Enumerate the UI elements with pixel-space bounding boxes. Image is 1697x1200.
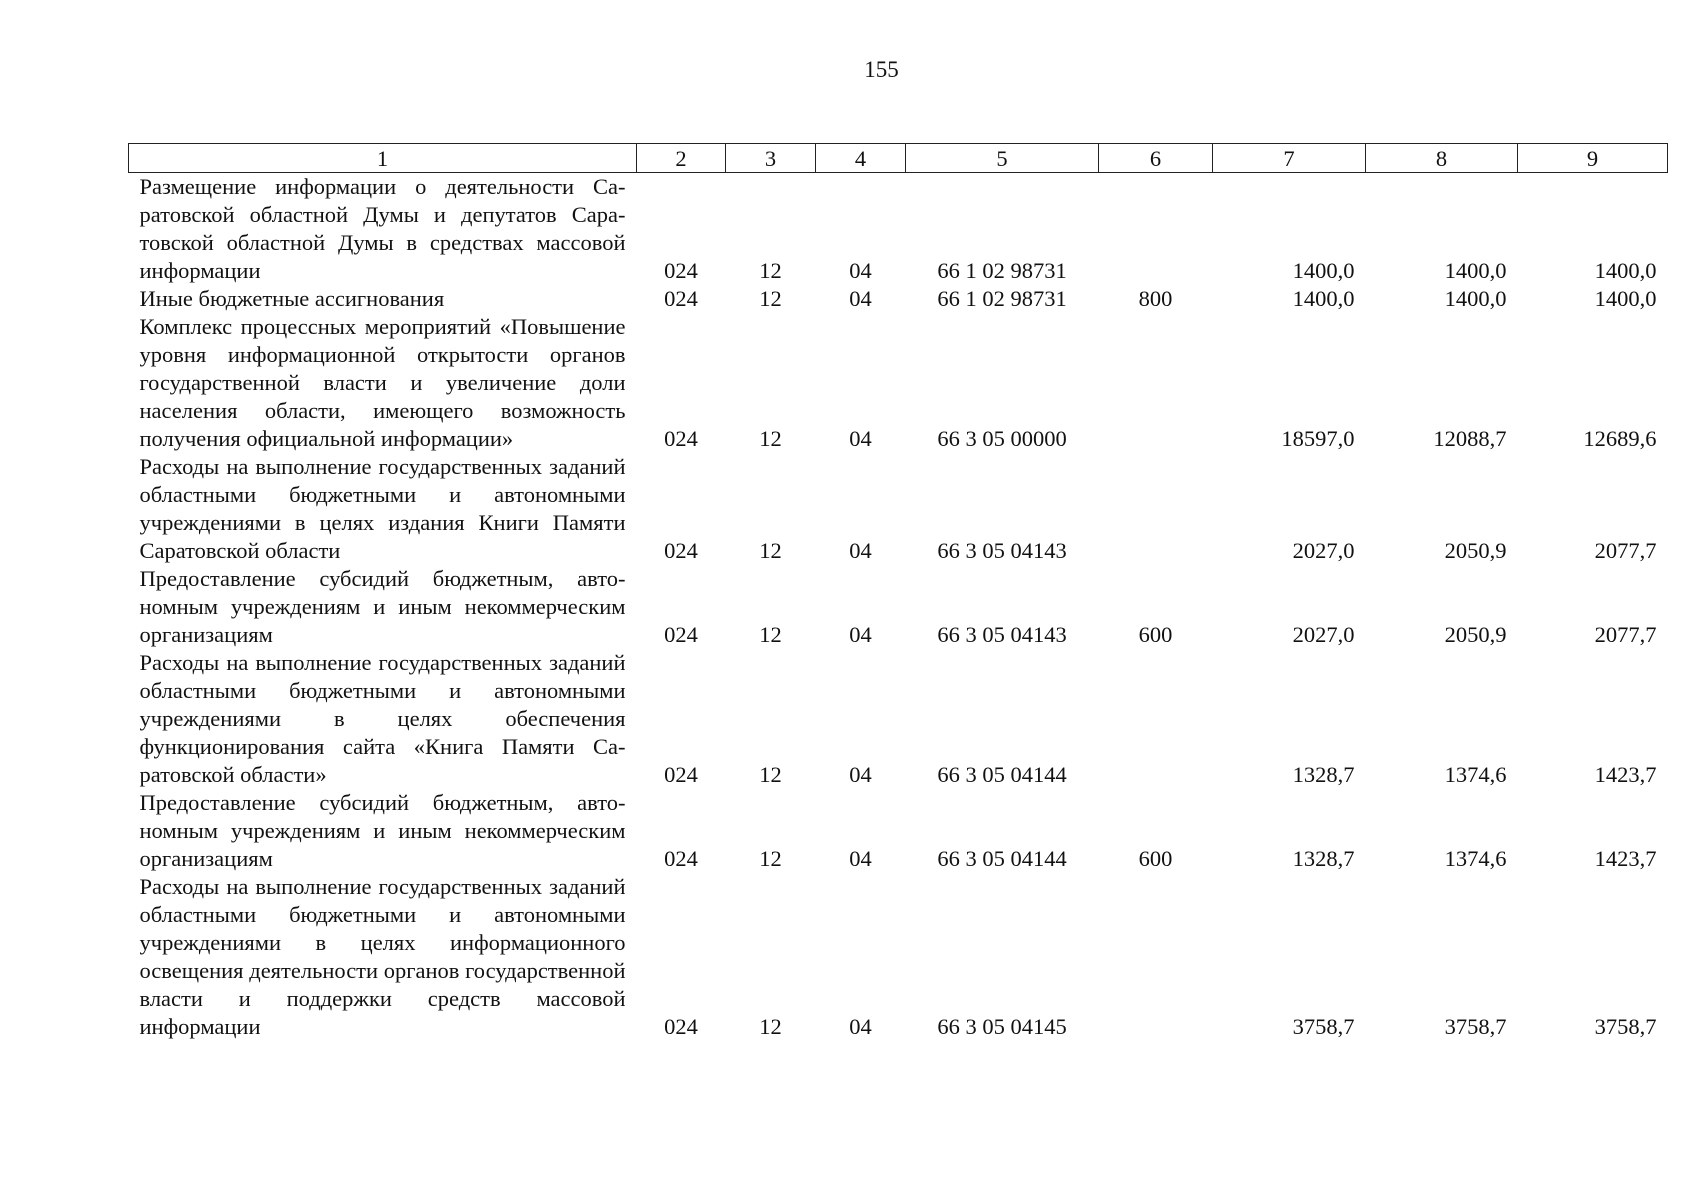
table-row bbox=[129, 313, 1668, 453]
table-row bbox=[129, 565, 1668, 649]
row-name: Расходы на выполнение государственных заданий областными бюджетными и автономными учреждениями в целях информационного освещения деятельности органов государственной власти и поддержки средств массовой информации bbox=[139, 874, 626, 1039]
table-body bbox=[129, 173, 1668, 1042]
ved-code: 024 bbox=[664, 286, 698, 311]
row-name: Иные бюджетные ассигнования bbox=[139, 286, 445, 311]
table-row bbox=[129, 285, 1668, 313]
expense-type-code bbox=[1099, 173, 1213, 286]
amount-col8: 1374,6 bbox=[1444, 846, 1507, 871]
table-row bbox=[129, 873, 1668, 1041]
section-code: 12 bbox=[759, 538, 782, 563]
table-row bbox=[129, 649, 1668, 789]
header-cell: 5 bbox=[906, 144, 1099, 173]
ved-code: 024 bbox=[664, 1014, 698, 1039]
section-code: 12 bbox=[759, 286, 782, 311]
header-cell: 3 bbox=[726, 144, 816, 173]
section-code: 12 bbox=[759, 622, 782, 647]
amount-col8: 2050,9 bbox=[1444, 622, 1507, 647]
row-name: Комплекс процессных мероприятий «Повышение уровня информационной открытости органов государственной власти и увеличение доли населения области, имеющего возможность получения официальной информации» bbox=[139, 314, 626, 451]
expense-type-code bbox=[1099, 313, 1213, 453]
ved-code: 024 bbox=[664, 258, 698, 283]
section-code: 12 bbox=[759, 258, 782, 283]
amount-col9: 2077,7 bbox=[1594, 622, 1657, 647]
amount-col8: 12088,7 bbox=[1433, 426, 1507, 451]
amount-col7: 1328,7 bbox=[1292, 762, 1355, 787]
expense-type-code bbox=[1099, 649, 1213, 789]
target-article-code: 66 1 02 98731 bbox=[937, 258, 1067, 283]
row-name: Расходы на выполнение государственных заданий областными бюджетными и автономными учреждениями в целях издания Книги Памяти Саратовской области bbox=[139, 454, 626, 563]
section-code: 12 bbox=[759, 1014, 782, 1039]
target-article-code: 66 3 05 04143 bbox=[937, 622, 1067, 647]
amount-col9: 1423,7 bbox=[1594, 846, 1657, 871]
amount-col7: 2027,0 bbox=[1292, 622, 1355, 647]
target-article-code: 66 3 05 04145 bbox=[937, 1014, 1067, 1039]
table-row bbox=[129, 173, 1668, 286]
target-article-code: 66 3 05 04143 bbox=[937, 538, 1067, 563]
subsection-code: 04 bbox=[849, 538, 872, 563]
section-code: 12 bbox=[759, 762, 782, 787]
amount-col9: 1400,0 bbox=[1594, 286, 1657, 311]
subsection-code: 04 bbox=[849, 762, 872, 787]
target-article-code: 66 3 05 04144 bbox=[937, 762, 1067, 787]
amount-col9: 1423,7 bbox=[1594, 762, 1657, 787]
expense-type-code: 600 bbox=[1138, 622, 1173, 647]
header-cell: 2 bbox=[637, 144, 726, 173]
subsection-code: 04 bbox=[849, 622, 872, 647]
amount-col7: 2027,0 bbox=[1292, 538, 1355, 563]
ved-code: 024 bbox=[664, 622, 698, 647]
amount-col8: 3758,7 bbox=[1444, 1014, 1507, 1039]
amount-col7: 1400,0 bbox=[1292, 258, 1355, 283]
header-cell: 6 bbox=[1099, 144, 1213, 173]
amount-col9: 1400,0 bbox=[1594, 258, 1657, 283]
subsection-code: 04 bbox=[849, 1014, 872, 1039]
ved-code: 024 bbox=[664, 762, 698, 787]
header-row bbox=[129, 144, 1668, 173]
target-article-code: 66 1 02 98731 bbox=[937, 286, 1067, 311]
budget-table bbox=[128, 143, 1668, 1041]
subsection-code: 04 bbox=[849, 258, 872, 283]
expense-type-code bbox=[1099, 873, 1213, 1041]
amount-col7: 18597,0 bbox=[1281, 426, 1355, 451]
target-article-code: 66 3 05 04144 bbox=[937, 846, 1067, 871]
header-cell: 8 bbox=[1366, 144, 1518, 173]
section-code: 12 bbox=[759, 426, 782, 451]
amount-col8: 2050,9 bbox=[1444, 538, 1507, 563]
header-cell: 9 bbox=[1518, 144, 1668, 173]
expense-type-code: 800 bbox=[1138, 286, 1173, 311]
ved-code: 024 bbox=[664, 538, 698, 563]
subsection-code: 04 bbox=[849, 426, 872, 451]
table-row bbox=[129, 789, 1668, 873]
ved-code: 024 bbox=[664, 846, 698, 871]
subsection-code: 04 bbox=[849, 846, 872, 871]
table-header bbox=[129, 144, 1668, 173]
row-name: Предоставление субсидий бюджетным, автономным учреждениям и иным некоммерческим организациям bbox=[139, 790, 626, 871]
amount-col7: 1328,7 bbox=[1292, 846, 1355, 871]
amount-col9: 2077,7 bbox=[1594, 538, 1657, 563]
expense-type-code: 600 bbox=[1138, 846, 1173, 871]
amount-col8: 1374,6 bbox=[1444, 762, 1507, 787]
page-number: 155 bbox=[864, 57, 899, 82]
row-name: Расходы на выполнение государственных заданий областными бюджетными и автономными учреждениями в целях обеспечения функционирования сайта «Книга Памяти Саратовской области» bbox=[139, 650, 626, 787]
target-article-code: 66 3 05 00000 bbox=[937, 426, 1067, 451]
subsection-code: 04 bbox=[849, 286, 872, 311]
amount-col8: 1400,0 bbox=[1444, 258, 1507, 283]
header-cell: 7 bbox=[1213, 144, 1366, 173]
table-row bbox=[129, 453, 1668, 565]
expense-type-code bbox=[1099, 453, 1213, 565]
header-cell: 4 bbox=[816, 144, 906, 173]
amount-col9: 3758,7 bbox=[1594, 1014, 1657, 1039]
amount-col7: 1400,0 bbox=[1292, 286, 1355, 311]
amount-col7: 3758,7 bbox=[1292, 1014, 1355, 1039]
amount-col9: 12689,6 bbox=[1583, 426, 1657, 451]
ved-code: 024 bbox=[664, 426, 698, 451]
header-cell: 1 bbox=[129, 144, 637, 173]
row-name: Предоставление субсидий бюджетным, автономным учреждениям и иным некоммерческим организациям bbox=[139, 566, 626, 647]
section-code: 12 bbox=[759, 846, 782, 871]
amount-col8: 1400,0 bbox=[1444, 286, 1507, 311]
row-name: Размещение информации о деятельности Саратовской областной Думы и депутатов Саратовской областной Думы в средствах массовой информации bbox=[139, 174, 626, 283]
